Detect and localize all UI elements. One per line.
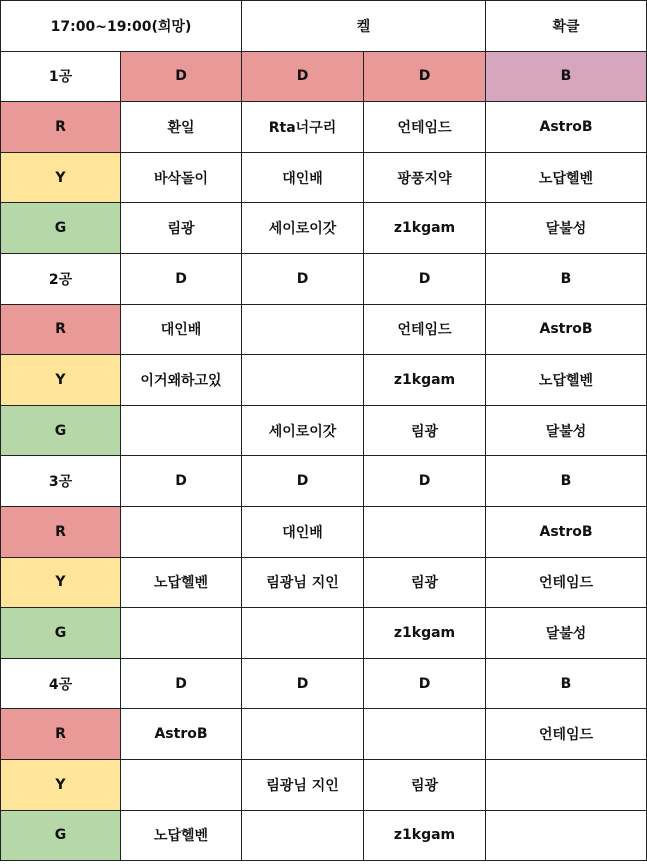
member-cell: AstroB — [486, 102, 647, 153]
member-cell — [364, 506, 486, 557]
member-cell — [486, 759, 647, 810]
member-cell: z1kgam — [364, 608, 486, 659]
section-name: 2공 — [1, 253, 121, 304]
role-label-red: R — [1, 506, 121, 557]
section-name: 1공 — [1, 51, 121, 102]
member-cell: AstroB — [486, 304, 647, 355]
member-cell: 대인배 — [242, 506, 364, 557]
member-cell: 바삭돌이 — [121, 152, 242, 203]
role-label-green: G — [1, 405, 121, 456]
table-row — [1, 709, 647, 760]
member-cell: 대인배 — [242, 152, 364, 203]
table-row — [1, 759, 647, 810]
role-label-green: G — [1, 203, 121, 254]
member-cell: 달불성 — [486, 405, 647, 456]
grade-cell: D — [121, 51, 242, 102]
member-cell: 림광님 지인 — [242, 759, 364, 810]
member-cell: 림광님 지인 — [242, 557, 364, 608]
member-cell: 언테임드 — [486, 709, 647, 760]
time-header: 17:00~19:00(희망) — [1, 1, 242, 52]
member-cell: AstroB — [486, 506, 647, 557]
member-cell: 노답헬벤 — [486, 152, 647, 203]
member-cell — [242, 709, 364, 760]
member-cell — [121, 759, 242, 810]
member-cell — [121, 506, 242, 557]
section-header-row — [1, 456, 647, 507]
member-cell — [121, 608, 242, 659]
member-cell — [242, 355, 364, 406]
member-cell — [364, 709, 486, 760]
table-row — [1, 810, 647, 861]
role-label-green: G — [1, 608, 121, 659]
section-header-row — [1, 51, 647, 102]
grade-cell: D — [242, 51, 364, 102]
member-cell: 세이로이갓 — [242, 203, 364, 254]
member-cell: 이거왜하고있 — [121, 355, 242, 406]
table-row — [1, 557, 647, 608]
member-cell: 달불성 — [486, 608, 647, 659]
grade-cell: D — [121, 456, 242, 507]
grade-cell: B — [486, 51, 647, 102]
member-cell: 달불성 — [486, 203, 647, 254]
role-label-yellow: Y — [1, 759, 121, 810]
member-cell: 림광 — [364, 405, 486, 456]
member-cell: z1kgam — [364, 355, 486, 406]
grade-cell: D — [364, 456, 486, 507]
member-cell: Rta너구리 — [242, 102, 364, 153]
grade-cell: D — [121, 658, 242, 709]
member-cell: 언테임드 — [364, 102, 486, 153]
member-cell: 언테임드 — [364, 304, 486, 355]
group-a-header: 켈 — [242, 1, 486, 52]
role-label-yellow: Y — [1, 557, 121, 608]
member-cell: 언테임드 — [486, 557, 647, 608]
section-name: 3공 — [1, 456, 121, 507]
member-cell: 노답헬벤 — [121, 810, 242, 861]
member-cell: 림광 — [121, 203, 242, 254]
member-cell: 림광 — [364, 557, 486, 608]
member-cell — [242, 608, 364, 659]
role-label-red: R — [1, 709, 121, 760]
grade-cell: D — [242, 253, 364, 304]
table-row — [1, 203, 647, 254]
grade-cell: D — [121, 253, 242, 304]
table-row — [1, 506, 647, 557]
role-label-green: G — [1, 810, 121, 861]
member-cell — [121, 405, 242, 456]
member-cell — [242, 304, 364, 355]
header-row — [1, 1, 647, 52]
grade-cell: B — [486, 456, 647, 507]
section-header-row — [1, 253, 647, 304]
member-cell — [486, 810, 647, 861]
grade-cell: D — [364, 253, 486, 304]
grade-cell: D — [242, 456, 364, 507]
grade-cell: D — [364, 51, 486, 102]
role-label-red: R — [1, 304, 121, 355]
member-cell: 노답헬벤 — [121, 557, 242, 608]
member-cell: AstroB — [121, 709, 242, 760]
table-row — [1, 355, 647, 406]
grade-cell: B — [486, 253, 647, 304]
group-b-header: 확클 — [486, 1, 647, 52]
section-header-row — [1, 658, 647, 709]
section-name: 4공 — [1, 658, 121, 709]
member-cell: 대인배 — [121, 304, 242, 355]
role-label-yellow: Y — [1, 152, 121, 203]
table-row — [1, 608, 647, 659]
role-label-red: R — [1, 102, 121, 153]
table-row — [1, 405, 647, 456]
table-row — [1, 102, 647, 153]
member-cell: z1kgam — [364, 810, 486, 861]
member-cell: z1kgam — [364, 203, 486, 254]
role-label-yellow: Y — [1, 355, 121, 406]
member-cell: 팡풍지약 — [364, 152, 486, 203]
member-cell: 림광 — [364, 759, 486, 810]
grade-cell: B — [486, 658, 647, 709]
grade-cell: D — [364, 658, 486, 709]
member-cell: 세이로이갓 — [242, 405, 364, 456]
member-cell: 환일 — [121, 102, 242, 153]
member-cell: 노답헬벤 — [486, 355, 647, 406]
member-cell — [242, 810, 364, 861]
grade-cell: D — [242, 658, 364, 709]
table-row — [1, 152, 647, 203]
table-row — [1, 304, 647, 355]
